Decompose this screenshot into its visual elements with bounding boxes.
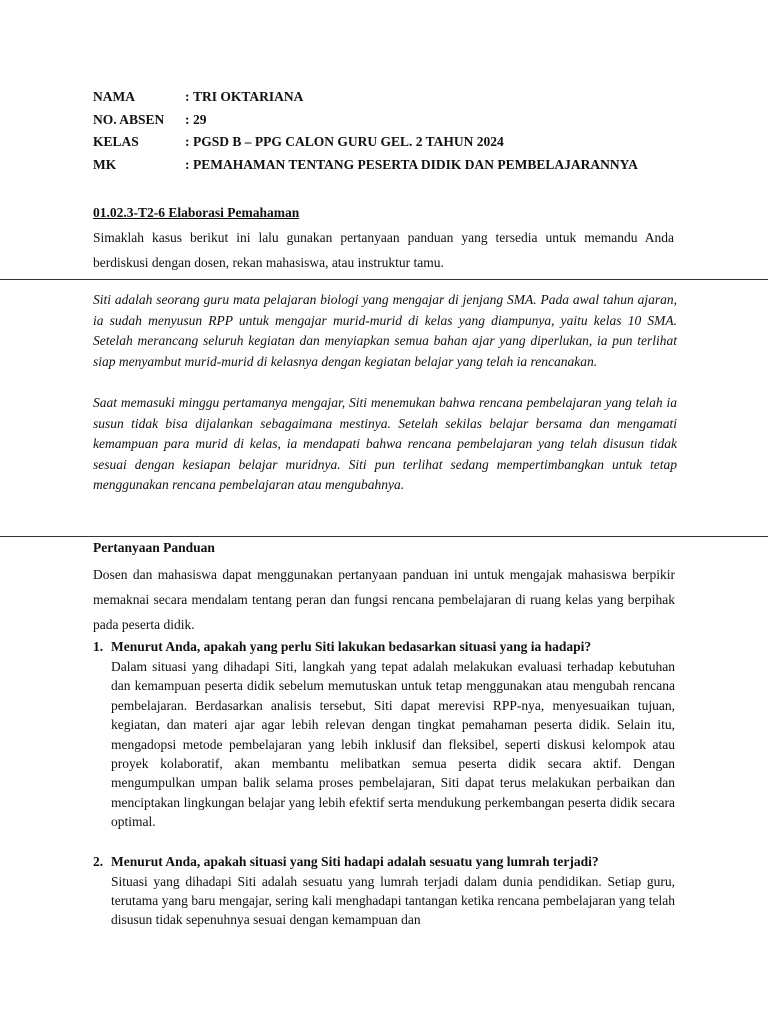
identity-value: PEMAHAMAN TENTANG PESERTA DIDIK DAN PEMBELAJARANNYA xyxy=(193,156,638,172)
guide-intro: Dosen dan mahasiswa dapat menggunakan pertanyaan panduan ini untuk mengajak mahasiswa berpikir memaknai secara mendalam tentang peran dan fungsi rencana pembelajaran di ruang kelas yang berpihak pada peserta didik. xyxy=(93,567,675,632)
section-intro: Simaklah kasus berikut ini lalu gunakan pertanyaan panduan yang tersedia untuk memandu Anda berdiskusi dengan dosen, rekan mahasiswa, atau instruktur tamu. xyxy=(93,230,674,270)
guide-title: Pertanyaan Panduan xyxy=(93,540,215,555)
identity-separator: : xyxy=(185,111,190,127)
case-paragraph: Siti adalah seorang guru mata pelajaran biologi yang mengajar di jenjang SMA. Pada awal tahun ajaran, ia sudah menyusun RPP untuk mengajar murid-murid di kelas yang diampunya, yaitu kelas 10 SMA. Setelah merancang seluruh kegiatan dan menyiapkan semua bahan ajar yang diperlukan, ia pun terlihat siap menyambut murid-murid di kelasnya dengan kegiatan belajar yang telah ia rencanakan. xyxy=(93,292,677,369)
case-study xyxy=(93,290,677,517)
identity-row-kelas xyxy=(93,131,713,154)
identity-separator: : xyxy=(185,89,190,104)
identity-row-absen xyxy=(93,109,713,132)
identity-separator: : xyxy=(185,134,190,149)
identity-row-name xyxy=(93,86,713,109)
answer-text: Dalam situasi yang dihadapi Siti, langkah yang tepat adalah melakukan evaluasi terhadap kebutuhan dan kemampuan peserta didik sebelum memutuskan untuk tetap menggunakan atau mengubah rencana pembelajaran. Berdasarkan analisis tersebut, Siti dapat merevisi RPP-nya, menyesuaikan tujuan, kegiatan, dan materi ajar agar lebih relevan dengan tingkat pemahaman peserta didik. Selain itu, mengadopsi metode pembelajaran yang lebih inklusif dan fleksibel, seperti diskusi kelompok atau proyek kolaboratif, akan membantu melibatkan semua peserta didik secara aktif. Dengan mengumpulkan umpan balik selama proses pembelajaran, Siti dapat terus melakukan perbaikan dan menciptakan lingkungan belajar yang lebih efektif serta mendukung perkembangan peserta didik secara optimal. xyxy=(111,659,675,830)
section-title: 01.02.3-T2-6 Elaborasi Pemahaman xyxy=(93,205,300,220)
question-list xyxy=(93,637,675,950)
student-identity-block xyxy=(93,86,713,176)
identity-label: KELAS xyxy=(93,134,139,149)
question-text: Menurut Anda, apakah yang perlu Siti lakukan bedasarkan situasi yang ia hadapi? xyxy=(111,639,592,654)
question-item xyxy=(93,637,675,832)
case-top-divider xyxy=(0,279,768,280)
question-item xyxy=(93,852,675,930)
identity-row-mk xyxy=(93,154,713,177)
question-text: Menurut Anda, apakah situasi yang Siti hadapi adalah sesuatu yang lumrah terjadi? xyxy=(111,853,599,869)
identity-value: 29 xyxy=(193,111,207,127)
question-number: 2. xyxy=(93,853,104,869)
identity-value: PGSD B – PPG CALON GURU GEL. 2 TAHUN 2024 xyxy=(193,134,504,149)
identity-label: NAMA xyxy=(93,89,135,104)
answer-text: Situasi yang dihadapi Siti adalah sesuatu yang lumrah terjadi dalam dunia pendidikan. Setiap guru, terutama yang baru mengajar, sering kali menghadapi tantangan ketika rencana pembelajaran yang telah disusun tidak sepenuhnya sesuai dengan kemampuan dan xyxy=(111,873,675,928)
question-number: 1. xyxy=(93,639,104,654)
case-bottom-divider xyxy=(0,536,768,537)
identity-value: TRI OKTARIANA xyxy=(193,89,304,104)
identity-label: MK xyxy=(93,156,117,172)
identity-separator: : xyxy=(185,156,190,172)
identity-label: NO. ABSEN xyxy=(93,111,165,127)
case-paragraph: Saat memasuki minggu pertamanya mengajar, Siti menemukan bahwa rencana pembelajaran yang telah ia susun tidak bisa dijalankan sebagaimana mestinya. Setelah sekilas belajar bersama dan mengamati kemampuan para murid di kelas, ia mendapati bahwa rencana pembelajaran yang telah disusun tidak sesuai dengan kesiapan belajar muridnya. Siti pun terlihat sedang mempertimbangkan untuk tetap menggunakan rencana pembelajaran atau mengubahnya. xyxy=(93,395,677,492)
